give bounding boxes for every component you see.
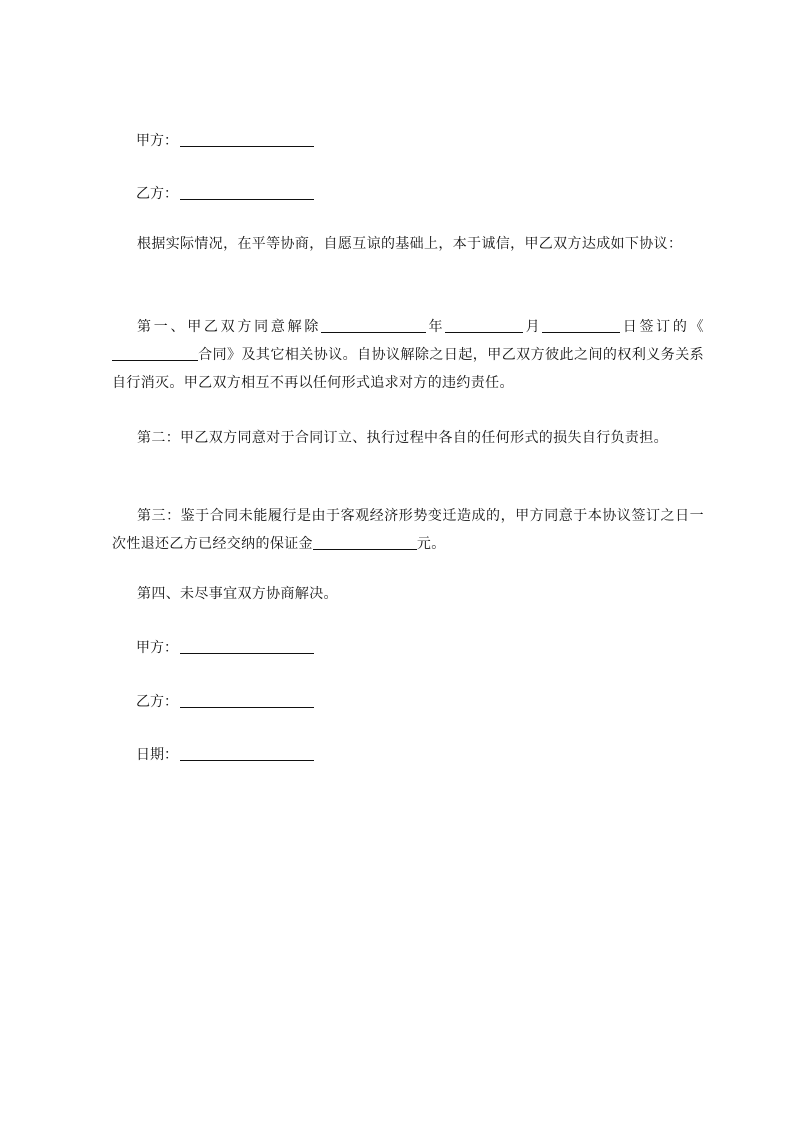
date-label: 日期： xyxy=(136,747,178,763)
year-blank xyxy=(321,318,426,333)
signature-party-a-label: 甲方： xyxy=(136,640,178,656)
clause-third xyxy=(112,502,704,558)
deposit-amount-blank xyxy=(313,535,417,550)
month-label: 月 xyxy=(523,319,543,335)
clause-second: 第二：甲乙双方同意对于合同订立、执行过程中各自的任何形式的损失自行负责担。 xyxy=(137,430,668,446)
clause-third-text: 第三：鉴于合同未能履行是由于客观经济形势变迁造成的，甲方同意于本协议签订之日一次性退还乙方已经交纳的保证金 xyxy=(112,508,704,552)
signature-party-a-blank xyxy=(180,639,314,654)
day-blank xyxy=(542,318,620,333)
clause-fourth: 第四、未尽事宜双方协商解决。 xyxy=(137,586,338,602)
day-signed-label: 日签订的《 xyxy=(620,319,704,335)
clause-first-text-1: 第一、甲乙双方同意解除 xyxy=(137,319,322,335)
date-blank xyxy=(180,746,314,761)
month-blank xyxy=(445,318,523,333)
clause-first xyxy=(112,313,704,397)
contract-name-blank xyxy=(112,346,198,361)
signature-party-a xyxy=(136,638,314,658)
party-a-label: 甲方： xyxy=(136,133,178,149)
party-a-blank xyxy=(180,132,314,147)
signature-party-b-label: 乙方： xyxy=(136,694,178,710)
signature-party-b-blank xyxy=(180,693,314,708)
party-b-label: 乙方： xyxy=(136,186,178,202)
header-party-b xyxy=(136,184,314,204)
year-label: 年 xyxy=(426,319,446,335)
yuan-label: 元。 xyxy=(416,536,446,552)
party-b-blank xyxy=(180,185,314,200)
clause-first-text-2: 合同》及其它相关协议。自协议解除之日起，甲乙双方彼此之间的权利义务关系自行消灭。甲乙双方相互不再以任何形式追求对方的违约责任。 xyxy=(112,347,704,391)
header-party-a xyxy=(136,131,314,151)
signature-date xyxy=(136,745,314,765)
intro-paragraph: 根据实际情况，在平等协商，自愿互谅的基础上，本于诚信，甲乙双方达成如下协议： xyxy=(137,236,683,252)
signature-party-b xyxy=(136,692,314,712)
